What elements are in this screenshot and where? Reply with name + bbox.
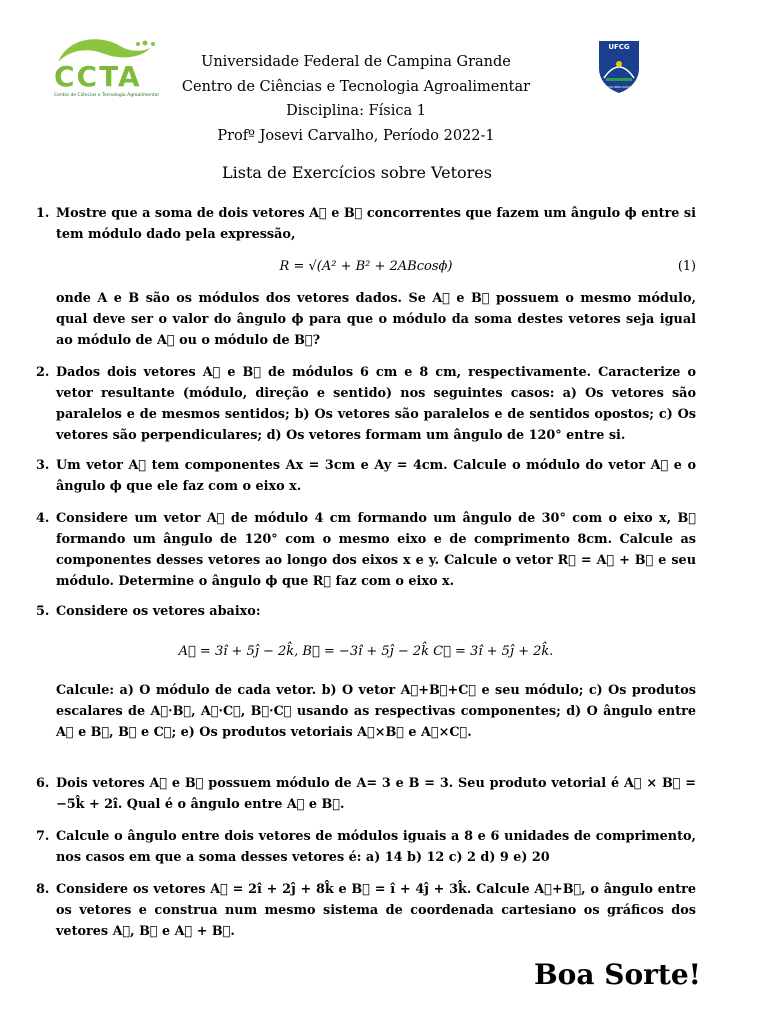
exercise-text: Mostre que a soma de dois vetores A⃗ e B⃗ concorrentes que fazem um ângulo ϕ entre si tem módulo dado pela expressão, (56, 206, 696, 242)
svg-text:ALMA MINHA SÓLIDA: ALMA MINHA SÓLIDA (606, 86, 632, 89)
exercise-text: Considere um vetor A⃗ de módulo 4 cm formando um ângulo de 30° com o eixo x, B⃗ formando um ângulo de 120° com o mesmo eixo e de comprimento 8cm. Calcule as componentes desses vetores ao longo dos eixos x e y. Calcule o vetor R⃗ = A⃗ + B⃗ e seu módulo. Determine o ângulo ϕ que R⃗ faz com o eixo x. (56, 511, 696, 589)
equation-1 (36, 256, 696, 278)
exercise-text: Calcule: a) O módulo de cada vetor. b) O vetor A⃗+B⃗+C⃗ e seu módulo; c) Os produtos escalares de A⃗·B⃗, A⃗·C⃗, B⃗·C⃗ usando as respectivas componentes; d) O ângulo entre A⃗ e B⃗, B⃗ e C⃗; e) Os produtos vetoriais A⃗×B⃗ e A⃗×C⃗. (56, 683, 696, 740)
exercise-7 (36, 826, 696, 868)
institution-header (170, 50, 542, 148)
equation-number: (1) (677, 259, 696, 274)
exercise-1-continuation (36, 288, 696, 351)
svg-text:UFCG: UFCG (608, 43, 630, 51)
exercise-number: 8. (36, 882, 50, 897)
exercise-number: 3. (36, 458, 50, 473)
exercise-3 (36, 455, 696, 497)
svg-text:CCTA: CCTA (54, 60, 142, 93)
equation-5 (36, 641, 696, 663)
exercise-number: 4. (36, 511, 50, 526)
exercise-text: Calcule o ângulo entre dois vetores de módulos iguais a 8 e 6 unidades de comprimento, nos casos em que a soma desses vetores é: a) 14 b) 12 c) 2 d) 9 e) 20 (56, 829, 696, 865)
center-name: Centro de Ciências e Tecnologia Agroalimentar (181, 78, 531, 95)
exercise-1 (36, 203, 696, 245)
exercise-text: Dois vetores A⃗ e B⃗ possuem módulo de A= 3 e B = 3. Seu produto vetorial é A⃗ × B⃗ = −5k̂ + 2î. Qual é o ângulo entre A⃗ e B⃗. (56, 776, 696, 812)
exercise-number: 7. (36, 829, 50, 844)
discipline: Disciplina: Física 1 (286, 103, 426, 119)
closing-message: Boa Sorte! (534, 958, 701, 991)
exercise-number: 5. (36, 604, 50, 619)
document-title: Lista de Exercícios sobre Vetores (222, 163, 492, 182)
exercise-number: 2. (36, 365, 50, 380)
equation: A⃗ = 3î + 5ĵ − 2k̂, B⃗ = −3î + 5ĵ − 2k̂ C⃗ = 3î + 5ĵ + 2k̂. (178, 644, 554, 659)
exercise-2 (36, 362, 696, 446)
svg-text:Centro de Ciências e Tecnologi: Centro de Ciências e Tecnologia Agroalimentar (54, 93, 160, 98)
exercise-6 (36, 773, 696, 815)
ufcg-crest (596, 38, 642, 94)
exercise-text: Considere os vetores A⃗ = 2î + 2ĵ + 8k̂ e B⃗ = î + 4ĵ + 3k̂. Calcule A⃗+B⃗, o ângulo entre os vetores e construa num mesmo sistema de coordenada cartesiano os gráficos dos vetores A⃗, B⃗ e A⃗ + B⃗. (56, 882, 696, 939)
exercise-number: 1. (36, 206, 50, 221)
professor-period: Profº Josevi Carvalho, Período 2022-1 (217, 127, 495, 144)
university-name: Universidade Federal de Campina Grande (201, 54, 511, 70)
exercise-5 (36, 601, 696, 622)
exercise-text: Dados dois vetores A⃗ e B⃗ de módulos 6 cm e 8 cm, respectivamente. Caracterize o vetor resultante (módulo, direção e sentido) nos seguintes casos: a) Os vetores são paralelos e de mesmos sentidos; b) Os vetores são paralelos e de sentidos opostos; c) Os vetores são perpendiculares; d) Os vetores formam um ângulo de 120° entre si. (56, 365, 696, 443)
ccta-logo (50, 32, 165, 100)
exercise-4 (36, 508, 696, 592)
equation: R = √(A² + B² + 2ABcosϕ) (279, 259, 453, 274)
exercise-text: onde A e B são os módulos dos vetores dados. Se A⃗ e B⃗ possuem o mesmo módulo, qual deve ser o valor do ângulo ϕ para que o módulo da soma destes vetores seja igual ao módulo de A⃗ ou o módulo de B⃗? (56, 291, 696, 348)
exercise-text: Um vetor A⃗ tem componentes Ax = 3cm e Ay = 4cm. Calcule o módulo do vetor A⃗ e o ângulo ϕ que ele faz com o eixo x. (56, 458, 696, 494)
exercise-8 (36, 879, 696, 942)
exercise-text: Considere os vetores abaixo: (56, 604, 261, 619)
exercise-5-continuation (36, 680, 696, 743)
exercise-number: 6. (36, 776, 50, 791)
